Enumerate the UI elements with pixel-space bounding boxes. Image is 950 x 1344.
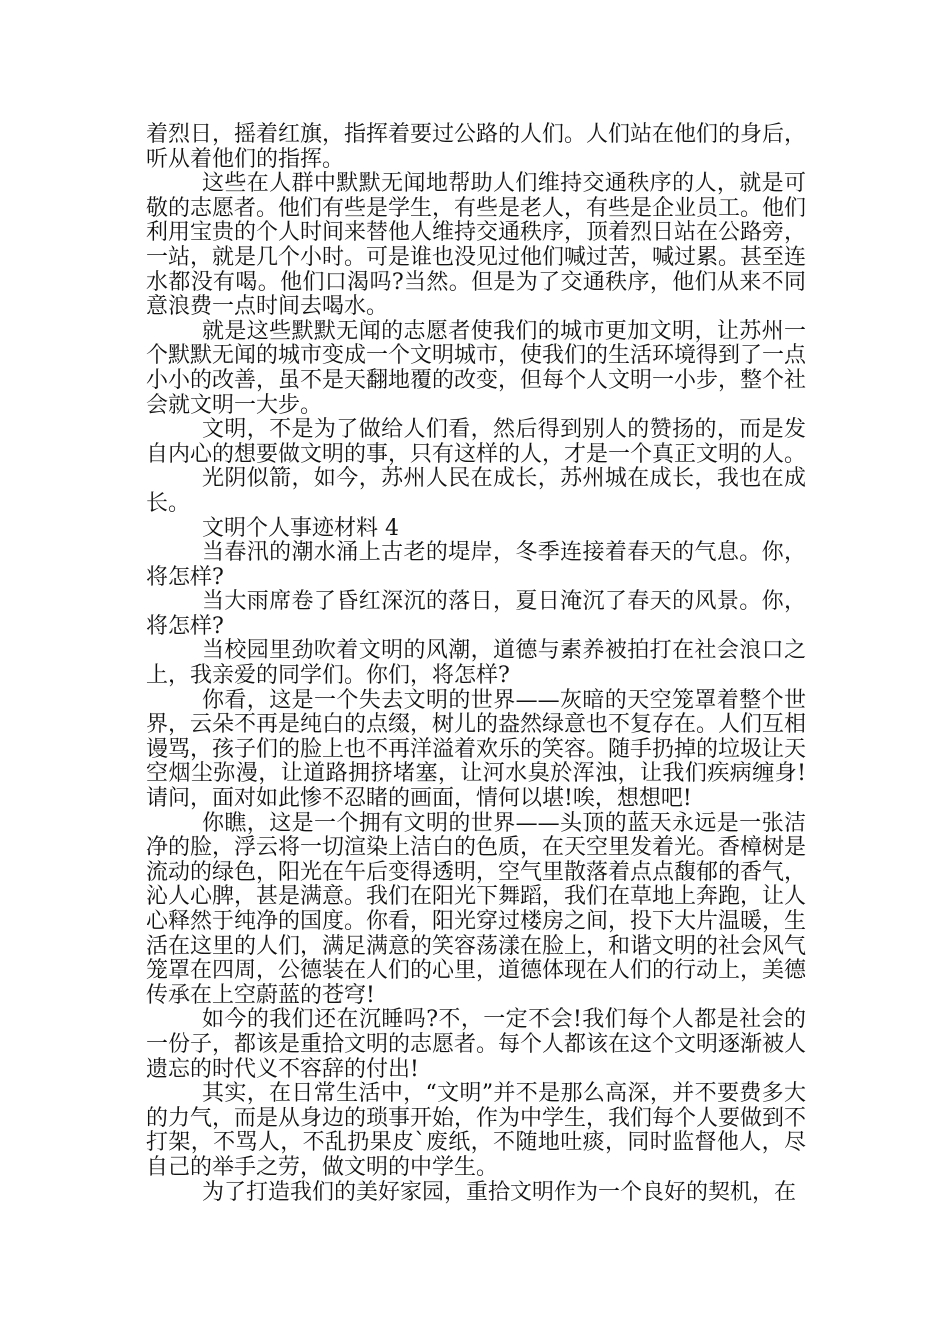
paragraph: 你看，这是一个失去文明的世界——灰暗的天空笼罩着整个世界，云朵不再是纯白的点缀，树儿的盎然绿意也不复存在。人们互相谩骂，孩子们的脸上也不再洋溢着欢乐的笑容。随手扔掉的垃圾让天空烟尘弥漫，让道路拥挤堵塞，让河水臭於浑浊，让我们疾病缠身!请问，面对如此惨不忍睹的画面，情何以堪!唉，想想吧! [146,687,807,812]
paragraph: 你瞧，这是一个拥有文明的世界——头顶的蓝天永远是一张洁净的脸，浮云将一切渲染上洁白的色质，在天空里发着光。香樟树是流动的绿色，阳光在午后变得透明，空气里散落着点点馥郁的香气，沁人心脾，甚是满意。我们在阳光下舞蹈，我们在草地上奔跑，让人心释然于纯净的国度。你看，阳光穿过楼房之间，投下大片温暖，生活在这里的人们，满足满意的笑容荡漾在脸上，和谐文明的社会风气笼罩在四周，公德装在人们的心里，道德体现在人们的行动上，美德传承在上空蔚蓝的苍穹! [146,810,807,1008]
paragraph: 如今的我们还在沉睡吗?不，一定不会!我们每个人都是社会的一份子，都该是重拾文明的志愿者。每个人都该在这个文明逐渐被人遗忘的时代义不容辞的付出! [146,1007,807,1082]
paragraph: 当春汛的潮水涌上古老的堤岸，冬季连接着春天的气息。你，将怎样? [146,540,806,590]
paragraph: 其实，在日常生活中，“文明”并不是那么高深，并不要费多大的力气，而是从身边的琐事开始，作为中学生，我们每个人要做到不打架，不骂人，不乱扔果皮`废纸，不随地吐痰，同时监督他人，尽自己的举手之劳，做文明的中学生。 [146,1081,807,1180]
section-heading: 文明个人事迹材料 4 [202,515,399,541]
paragraph: 光阴似箭，如今，苏州人民在成长，苏州城在成长，我也在成长。 [146,466,806,516]
paragraph: 着烈日，摇着红旗，指挥着要过公路的人们。人们站在他们的身后，听从着他们的指挥。 [146,122,807,172]
paragraph: 为了打造我们的美好家园，重拾文明作为一个良好的契机，在 [202,1179,797,1205]
paragraph: 文明，不是为了做给人们看，然后得到别人的赞扬的，而是发自内心的想要做文明的事，只有这样的人，才是一个真正文明的人。 [146,417,807,467]
paragraph: 就是这些默默无闻的志愿者使我们的城市更加文明，让苏州一个默默无闻的城市变成一个文明城市，使我们的生活环境得到了一点小小的改善，虽不是天翻地覆的改变，但每个人文明一小步，整个社会就文明一大步。 [146,318,807,418]
document-body [146,123,806,1205]
paragraph: 当校园里劲吹着文明的风潮，道德与素养被拍打在社会浪口之上，我亲爱的同学们。你们，将怎样? [146,638,806,689]
paragraph: 这些在人群中默默无闻地帮助人们维持交通秩序的人，就是可敬的志愿者。他们有些是学生，有些是老人，有些是企业员工。他们利用宝贵的个人时间来替他人维持交通秩序，顶着烈日站在公路旁，一站，就是几个小时。可是谁也没见过他们喊过苦，喊过累。甚至连水都没有喝。他们口渴吗?当然。但是为了交通秩序，他们从来不同意浪费一点时间去喝水。 [146,171,807,320]
paragraph: 当大雨席卷了昏红深沉的落日，夏日淹沉了春天的风景。你，将怎样? [146,589,806,639]
